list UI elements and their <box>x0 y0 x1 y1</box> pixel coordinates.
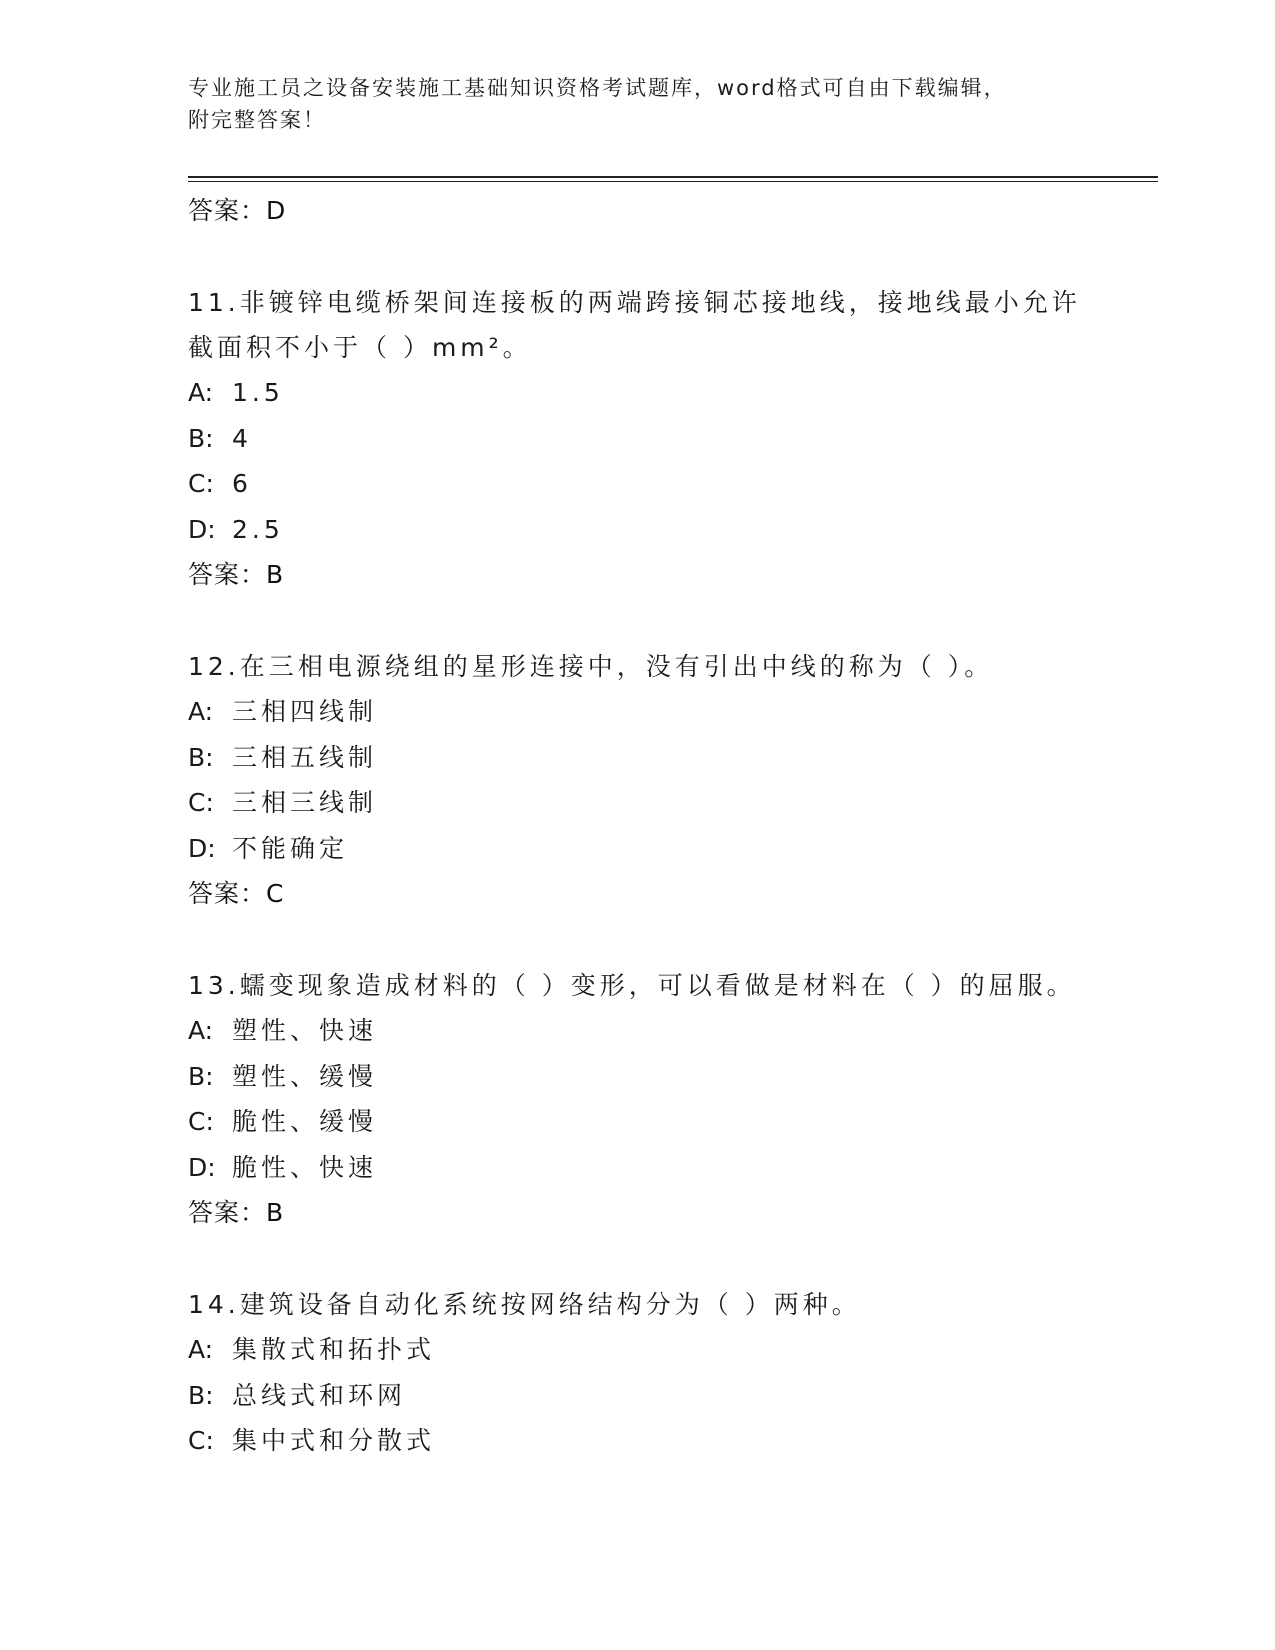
answer-q11: 答案：B <box>188 560 285 589</box>
option-letter: C: <box>188 788 214 817</box>
option-text: 总线式和环网 <box>232 1380 407 1410</box>
question-13-option-a <box>188 1008 1088 1054</box>
option-letter: A: <box>188 378 214 407</box>
option-text: 脆性、快速 <box>232 1152 378 1182</box>
question-14-option-c <box>188 1418 1088 1464</box>
option-letter: B: <box>188 1061 214 1091</box>
option-letter: D: <box>188 833 216 863</box>
option-letter: C: <box>188 1107 214 1136</box>
question-12-option-a <box>188 689 1088 735</box>
question-12-text: 12.在三相电源绕组的星形连接中，没有引出中线的称为（ ）。 <box>188 652 994 681</box>
question-11-option-a <box>188 370 1088 416</box>
option-letter: B: <box>188 423 214 453</box>
option-text: 三相四线制 <box>232 697 378 726</box>
header-divider-thin <box>188 181 1158 182</box>
question-11-option-d <box>188 507 1088 553</box>
spacer <box>188 917 1088 963</box>
option-letter: D: <box>188 1152 216 1182</box>
question-11 <box>188 280 1088 598</box>
spacer <box>188 234 1088 280</box>
option-text: 6 <box>232 469 252 498</box>
header-divider-thick <box>188 176 1158 178</box>
spacer <box>188 598 1088 644</box>
option-letter: A: <box>188 1335 214 1364</box>
question-12 <box>188 644 1088 917</box>
option-letter: C: <box>188 1426 214 1455</box>
header-line-1: 专业施工员之设备安装施工基础知识资格考试题库，word格式可自由下载编辑， <box>188 76 1007 100</box>
question-11-option-b <box>188 416 1088 462</box>
question-14 <box>188 1282 1088 1464</box>
option-letter: D: <box>188 514 216 544</box>
answer-q13: 答案：B <box>188 1198 285 1227</box>
option-letter: B: <box>188 742 214 772</box>
option-text: 不能确定 <box>232 833 349 863</box>
question-11-option-c <box>188 461 1088 507</box>
option-letter: A: <box>188 1016 214 1045</box>
option-letter: C: <box>188 469 214 498</box>
question-13-option-b <box>188 1054 1088 1100</box>
option-text: 集散式和拓扑式 <box>232 1335 436 1364</box>
answer-q10: 答案：D <box>188 196 287 225</box>
answer-q12: 答案：C <box>188 879 285 908</box>
question-12-option-d <box>188 826 1088 872</box>
question-list <box>188 188 1088 1464</box>
question-13-option-d <box>188 1145 1088 1191</box>
option-letter: A: <box>188 697 214 726</box>
option-text: 1.5 <box>232 378 284 407</box>
option-text: 2.5 <box>232 514 284 544</box>
option-text: 集中式和分散式 <box>232 1426 436 1455</box>
option-text: 脆性、缓慢 <box>232 1107 378 1136</box>
header-line-2: 附完整答案！ <box>188 108 326 132</box>
question-12-option-c <box>188 780 1088 826</box>
question-14-option-b <box>188 1373 1088 1419</box>
question-13-option-c <box>188 1099 1088 1145</box>
question-14-text: 14.建筑设备自动化系统按网络结构分为（ ）两种。 <box>188 1290 861 1319</box>
option-text: 三相五线制 <box>232 742 378 772</box>
page-header <box>188 72 1088 136</box>
question-11-text-line-2: 截面积不小于（ ）mm²。 <box>188 333 532 362</box>
option-text: 4 <box>232 423 252 453</box>
question-14-option-a <box>188 1327 1088 1373</box>
spacer <box>188 1236 1088 1282</box>
question-11-text-line-1: 11.非镀锌电缆桥架间连接板的两端跨接铜芯接地线，接地线最小允许 <box>188 288 1081 317</box>
option-letter: B: <box>188 1380 214 1410</box>
option-text: 塑性、缓慢 <box>232 1061 378 1091</box>
option-text: 三相三线制 <box>232 788 378 817</box>
option-text: 塑性、快速 <box>232 1016 378 1045</box>
question-12-option-b <box>188 735 1088 781</box>
question-13-text: 13.蠕变现象造成材料的（ ）变形，可以看做是材料在（ ）的屈服。 <box>188 971 1076 1000</box>
question-13 <box>188 963 1088 1236</box>
